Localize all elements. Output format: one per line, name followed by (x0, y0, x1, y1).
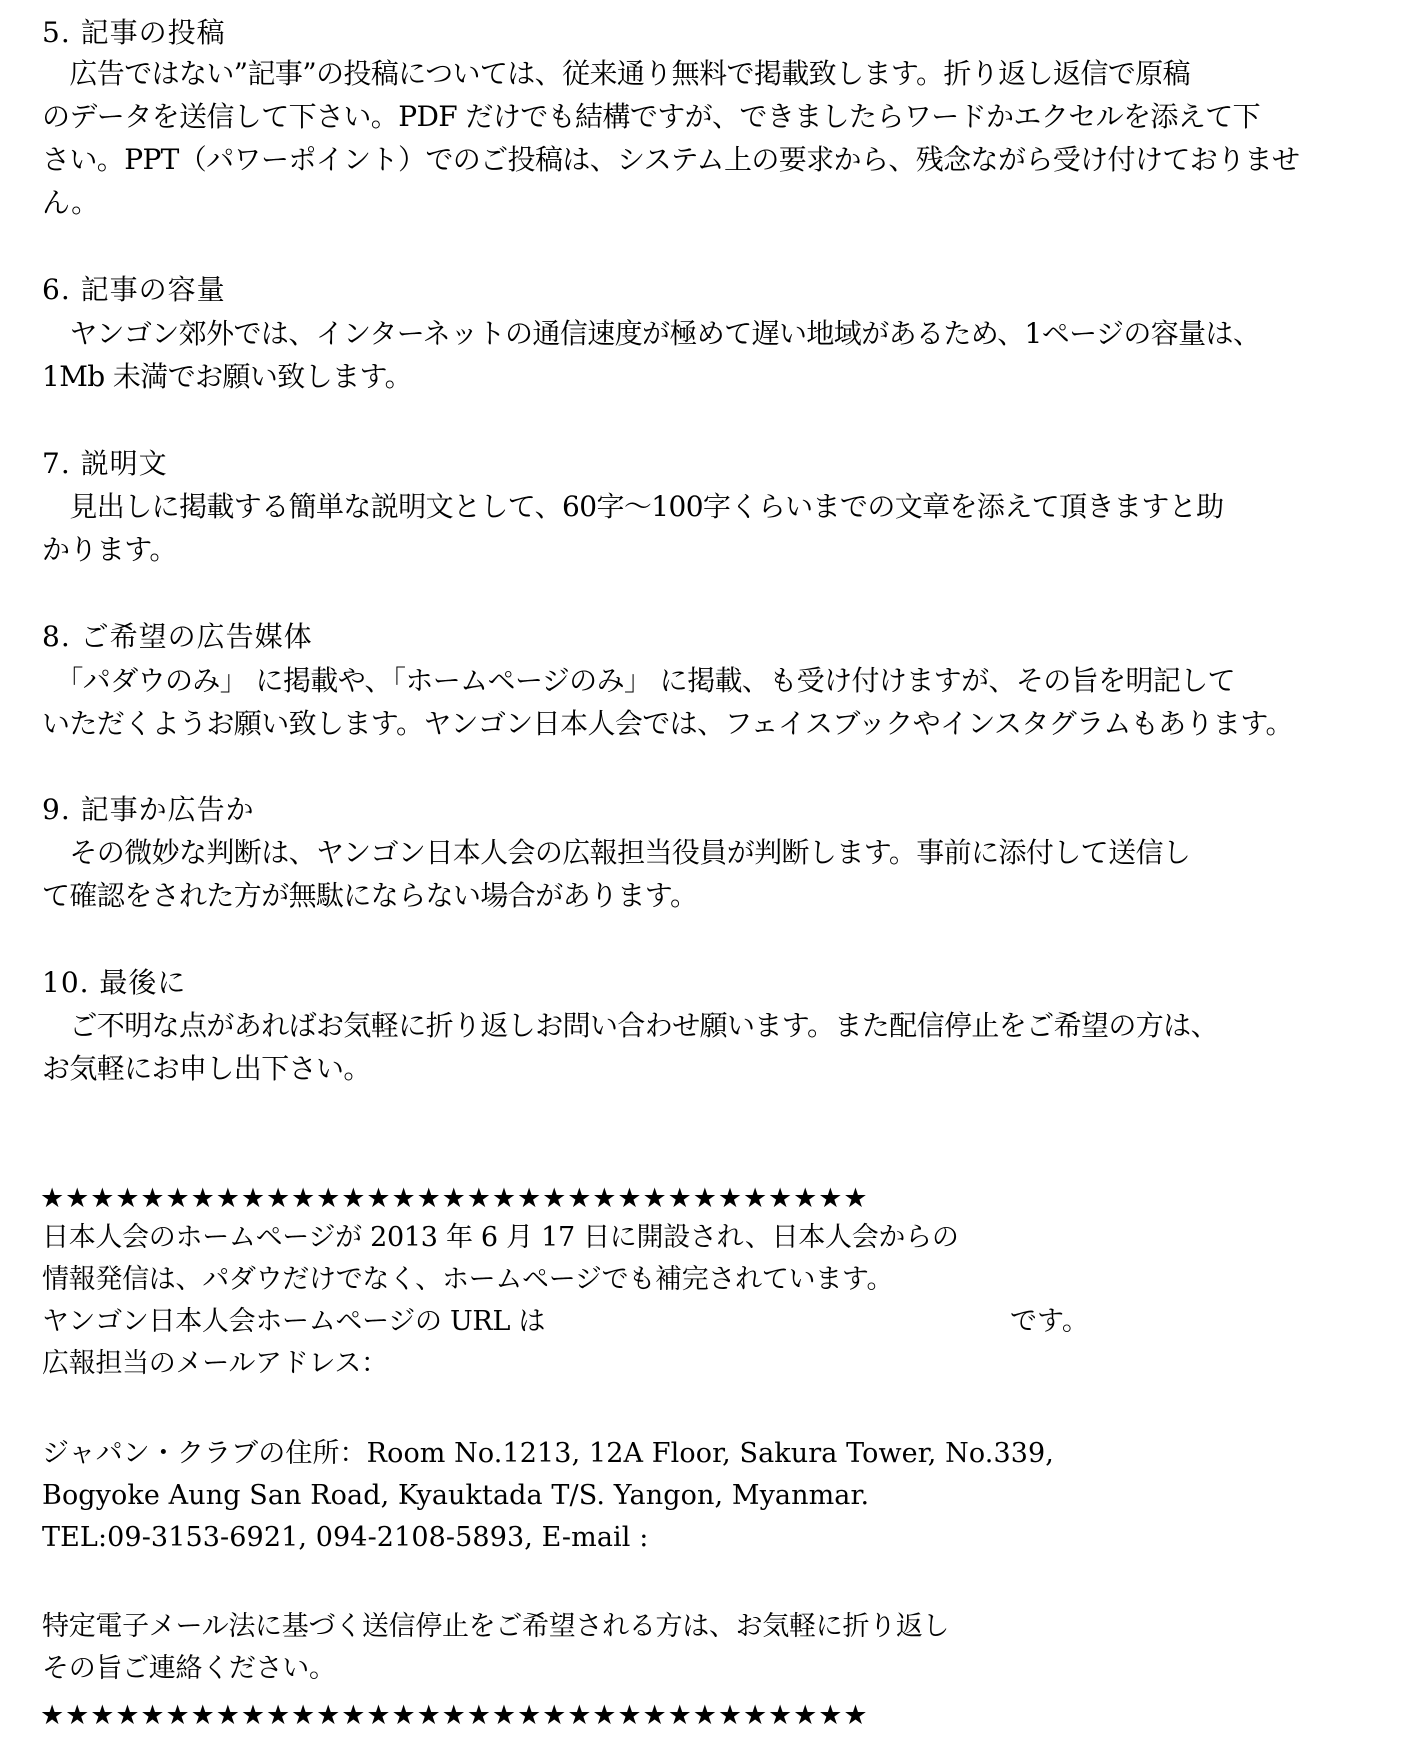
phone-email-line: TEL:09-3153-6921, 094-2108-5893, E-mail : (42, 1522, 649, 1553)
section-7-title: 7. 説明文 (42, 447, 168, 480)
section-8-title: 8. ご希望の広告媒体 (42, 620, 313, 653)
section-9-body (42, 831, 1402, 917)
homepage-url-label: ヤンゴン日本人会ホームページの URL は (42, 1306, 546, 1337)
unsubscribe-line-1: 特定電子メール法に基づく送信停止をご希望される方は、お気軽に折り返し (42, 1611, 950, 1642)
section-8-line-1: 「パダウのみ」 に掲載や、「ホームページのみ」 に掲載、も受け付けますが、その旨を明記して (42, 664, 1236, 697)
address-line-1: ジャパン・クラブの住所：Room No.1213, 12A Floor, Sakura Tower, No.339, (42, 1438, 1054, 1469)
section-5-body (42, 52, 1402, 224)
section-6-body (42, 312, 1402, 398)
pr-email-label: 広報担当のメールアドレス： (42, 1348, 388, 1379)
section-6-title: 6. 記事の容量 (42, 273, 226, 306)
star-divider-top: ★★★★★★★★★★★★★★★★★★★★★★★★★★★★★★★★★ (40, 1183, 869, 1214)
section-5-line-1: 広告ではない”記事”の投稿については、従来通り無料で掲載致します。折り返し返信で原稿 (42, 57, 1191, 90)
homepage-url-suffix: です。 (1010, 1306, 1089, 1337)
address-line-2: Bogyoke Aung San Road, Kyauktada T/S. Yangon, Myanmar. (42, 1480, 870, 1511)
section-9-line-1: その微妙な判断は、ヤンゴン日本人会の広報担当役員が判断します。事前に添付して送信し (42, 836, 1191, 869)
section-5-line-2: のデータを送信して下さい。PDF だけでも結構ですが、できましたらワードかエクセルを添えて下 (42, 100, 1261, 133)
section-9-title: 9. 記事か広告か (42, 793, 255, 826)
unsubscribe-line-2: その旨ご連絡ください。 (42, 1653, 336, 1684)
homepage-info-line-2: 情報発信は、パダウだけでなく、ホームページでも補完されています。 (42, 1264, 894, 1295)
section-10-line-2: お気軽にお申し出下さい。 (42, 1052, 371, 1085)
section-6-line-2: 1Mb 未満でお願い致します。 (42, 360, 413, 393)
star-divider-bottom: ★★★★★★★★★★★★★★★★★★★★★★★★★★★★★★★★★ (40, 1700, 869, 1731)
section-10-body (42, 1004, 1402, 1090)
homepage-info-line-1: 日本人会のホームページが 2013 年 6 月 17 日に開設され、日本人会からの (42, 1222, 959, 1253)
section-8-line-2: いただくようお願い致します。ヤンゴン日本人会では、フェイスブックやインスタグラムもあります。 (42, 707, 1293, 740)
section-5-title: 5. 記事の投稿 (42, 16, 226, 49)
section-5-line-4: ん。 (42, 186, 99, 219)
section-7-line-1: 見出しに掲載する簡単な説明文として、60字～100字くらいまでの文章を添えて頂きますと助 (42, 490, 1224, 523)
section-8-body (42, 659, 1402, 745)
section-10-title: 10. 最後に (42, 966, 187, 999)
section-9-line-2: て確認をされた方が無駄にならない場合があります。 (42, 879, 698, 912)
section-10-line-1: ご不明な点があればお気軽に折り返しお問い合わせ願います。また配信停止をご希望の方は、 (42, 1009, 1218, 1042)
section-6-line-1: ヤンゴン郊外では、インターネットの通信速度が極めて遅い地域があるため、1ページの容量は、 (42, 317, 1261, 350)
section-7-line-2: かります。 (42, 533, 177, 566)
section-5-line-3: さい。PPT（パワーポイント）でのご投稿は、システム上の要求から、残念ながら受け付けておりませ (42, 143, 1300, 176)
section-7-body (42, 485, 1402, 571)
